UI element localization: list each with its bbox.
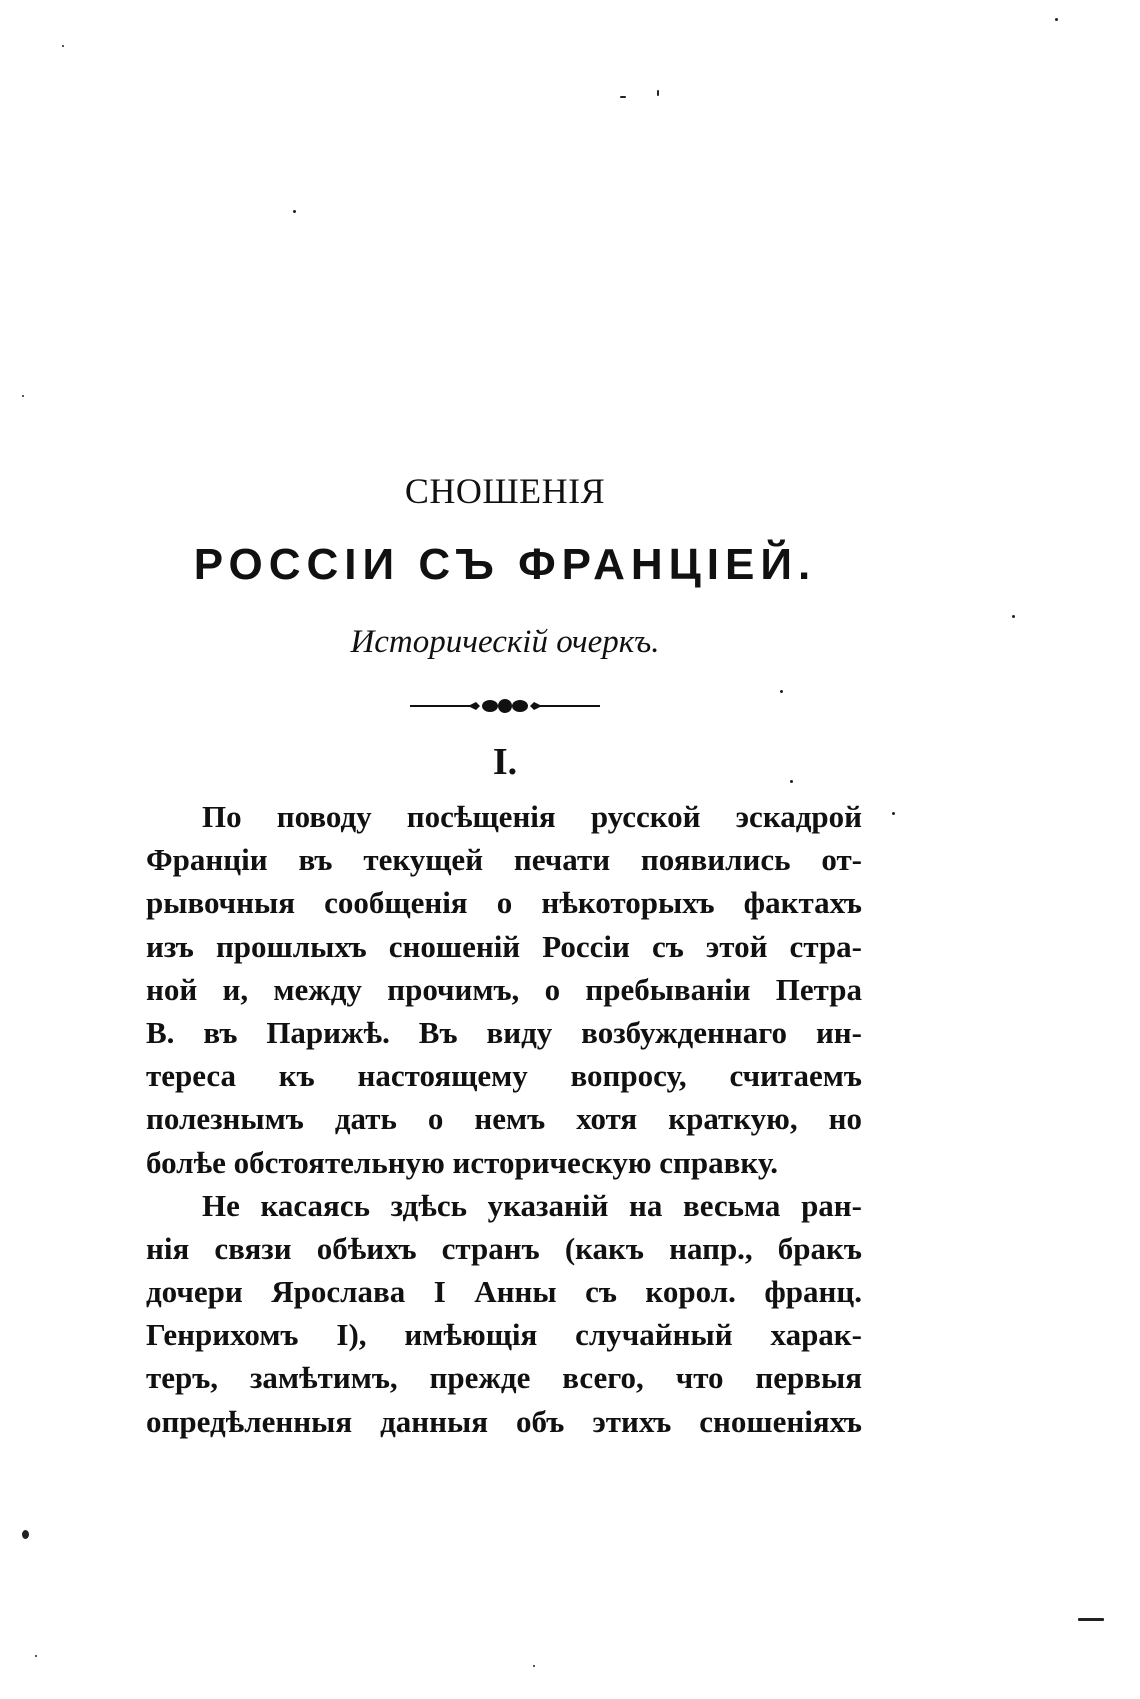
text-line: В. въ Парижѣ. Въ виду возбужденнаго ин- [146,1014,862,1050]
text-line: полезнымъ дать о немъ хотя краткую, но [146,1101,862,1137]
text-line: Не касаясь здѣсь указаній на весьма ран- [202,1187,862,1223]
text-line: болѣе обстоятельную историческую справку. [146,1144,778,1180]
scan-speck [657,90,659,96]
subtitle: Историческій очеркъ. [350,624,660,660]
text-line: Генрихомъ I), имѣющія случайный харак- [146,1317,862,1353]
text-line: тереса къ настоящему вопросу, считаемъ [146,1058,862,1094]
text-line: изъ прошлыхъ сношеній Россіи съ этой стра- [146,928,862,964]
text-line: нія связи обѣихъ странъ (какъ напр., бракъ [146,1230,862,1266]
scan-speck [790,780,793,783]
scan-speck [1012,615,1015,618]
scan-speck [1055,18,1058,21]
scan-speck [22,395,24,397]
scan-speck [1078,1618,1104,1621]
body-paragraphs [146,795,862,1443]
scan-speck [620,96,626,98]
text-line: ной и, между прочимъ, о пребываніи Петра [146,971,862,1007]
scan-speck [533,1665,535,1667]
section-number: I. [492,741,518,783]
text-line: теръ, замѣтимъ, прежде всего, что первыя [146,1360,862,1396]
scan-speck [892,812,895,815]
text-line: рывочныя сообщенія о нѣкоторыхъ фактахъ [146,885,862,921]
main-title: РОССІИ СЪ ФРАНЦІЕЙ. [193,540,817,589]
text-line: опредѣленныя данныя объ этихъ сношеніяхъ [146,1403,862,1439]
text-line: дочери Ярослава I Анны съ корол. франц. [146,1274,862,1310]
small-title: СНОШЕНІЯ [404,471,606,511]
ornament-divider-icon [410,694,600,718]
text-line: По поводу посѣщенія русской эскадрой [202,799,862,834]
text-line: Франціи въ текущей печати появились от- [146,842,862,878]
scan-speck [780,690,783,693]
scan-speck [35,1655,37,1657]
scan-speck [293,210,296,213]
scan-speck [22,1530,29,1539]
scan-speck [62,45,64,47]
